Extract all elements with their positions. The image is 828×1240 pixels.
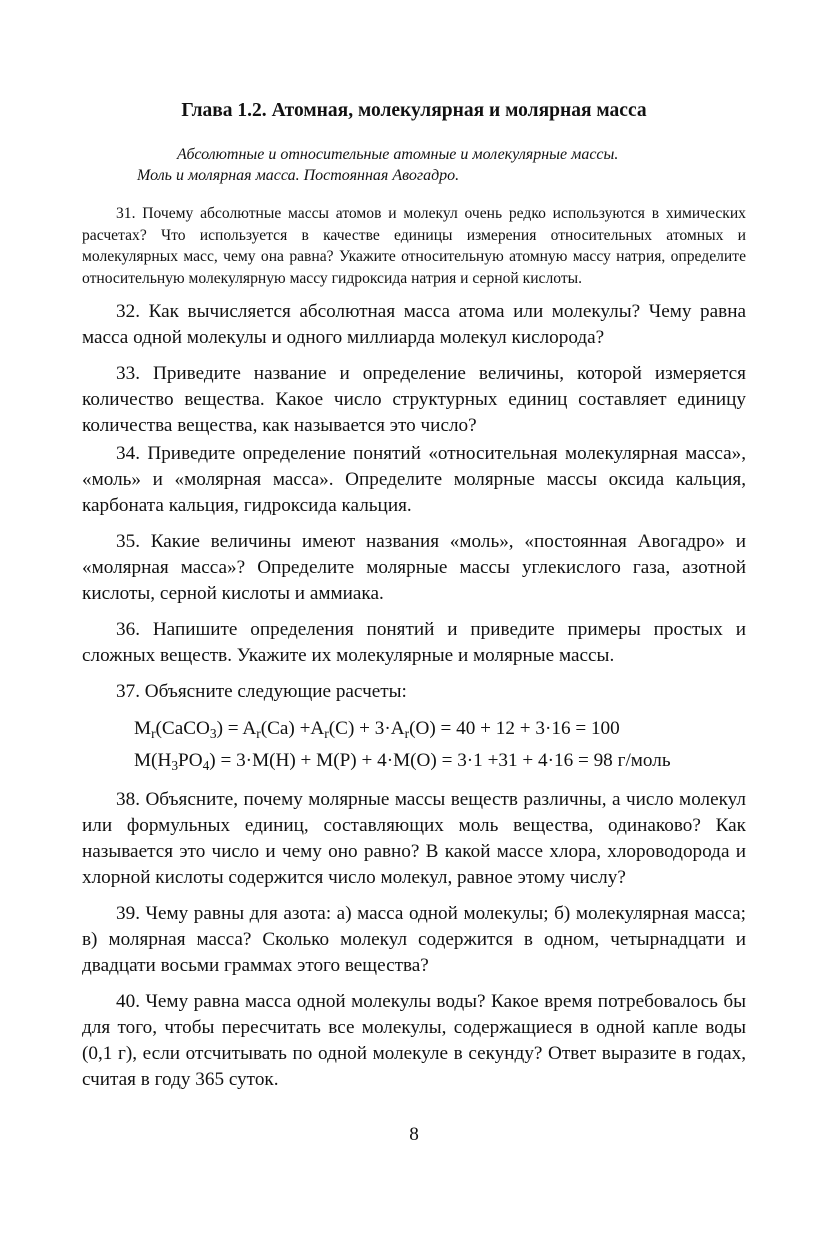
question-38	[82, 787, 746, 891]
question-34	[82, 441, 746, 519]
question-text: Какие величины имеют названия «моль», «постоянная Авогадро» и «молярная масса»? Определите молярные массы углекислого газа, азотной кислоты, серной кислоты и аммиака.	[82, 531, 746, 604]
question-number: 38.	[116, 789, 140, 810]
chapter-name: Атомная, молекулярная и молярная масса	[271, 100, 647, 121]
formula-subscript: r	[151, 726, 156, 742]
question-number: 31.	[116, 205, 136, 222]
question-32	[82, 299, 746, 351]
formula-part: (CaCO	[155, 718, 210, 739]
question-text: Приведите название и определение величины, которой измеряется количество вещества. Какое число структурных единиц составляет единицу количества вещества, как называется это число?	[82, 363, 747, 436]
question-text: Чему равна масса одной молекулы воды? Какое время потребовалось бы для того, чтобы пересчитать все молекулы, содержащиеся в одной капле воды (0,1 г), если отсчитывать по одной молекуле в секунду? Ответ выразите в годах, считая в году 365 суток.	[82, 991, 747, 1090]
question-40	[82, 989, 746, 1093]
formula-subscript: r	[324, 726, 329, 742]
chapter-subtitle	[82, 144, 746, 186]
question-36	[82, 617, 746, 669]
question-number: 40.	[116, 991, 140, 1012]
question-number: 39.	[116, 903, 140, 924]
chapter-number: Глава 1.2.	[181, 100, 267, 121]
formula-subscript: 3	[171, 758, 179, 774]
question-number: 36.	[116, 619, 140, 640]
question-number: 37.	[116, 681, 140, 702]
formula-subscript: r	[256, 726, 261, 742]
subtitle-line-1: Абсолютные и относительные атомные и молекулярные массы.	[177, 146, 619, 163]
question-text: Объясните, почему молярные массы веществ различны, а число молекул или формульных единиц, составляющих моль вещества, одинаково? Как называется это число и чему оно равно? В какой массе хлора, хлороводорода и хлорной кислоты содержится число молекул, равное этому числу?	[82, 789, 747, 888]
question-text: Напишите определения понятий и приведите примеры простых и сложных веществ. Укажите их молекулярные и молярные массы.	[82, 619, 747, 666]
question-37	[82, 679, 746, 705]
question-text: Как вычисляется абсолютная масса атома или молекулы? Чему равна масса одной молекулы и одного миллиарда молекул кислорода?	[82, 301, 746, 348]
question-35	[82, 529, 746, 607]
formula-subscript: r	[404, 726, 410, 742]
subtitle-line-2: Моль и молярная масса. Постоянная Авогадро.	[137, 167, 460, 184]
question-number: 33.	[116, 363, 140, 384]
question-number: 32.	[116, 301, 140, 322]
question-number: 34.	[116, 443, 140, 464]
formula-part: M(H	[134, 750, 172, 771]
formula-part: PO	[178, 750, 203, 771]
question-text: Объясните следующие расчеты:	[144, 681, 407, 702]
question-31	[82, 203, 746, 289]
question-text: Почему абсолютные массы атомов и молекул очень редко используются в химических расчетах? Что используется в качестве единицы измерения относительных атомных и молекулярных масс, чему она равна? Укажите относительную атомную массу натрия, определите относительную молекулярную массу гидроксида натрия и серной кислоты.	[82, 205, 746, 287]
formula-subscript: 3	[209, 726, 217, 742]
formula-part: (O) = 40 + 12 + 3·16 = 100	[409, 718, 620, 739]
page-number: 8	[409, 1124, 419, 1145]
formula-subscript: 4	[202, 758, 210, 774]
page-content	[82, 98, 746, 1093]
formula-part: ) = A	[216, 718, 257, 739]
question-text: Приведите определение понятий «относительная молекулярная масса», «моль» и «молярная масса». Определите молярные массы оксида кальция, карбоната кальция, гидроксида кальция.	[82, 443, 747, 516]
question-39	[82, 901, 746, 979]
question-33	[82, 361, 746, 439]
question-text: Чему равны для азота: а) масса одной молекулы; б) молекулярная масса; в) молярная масса? Сколько молекул содержится в одном, четырнадцати и двадцати восьми граммах этого вещества?	[82, 903, 746, 976]
calculation-formulas	[82, 713, 746, 777]
formula-part: ) = 3·M(H) + M(P) + 4·M(O) = 3·1 +31 + 4·16 = 98 г/моль	[209, 750, 671, 771]
formula-part: (C) + 3·A	[328, 718, 405, 739]
question-number: 35.	[116, 531, 140, 552]
formula-part: M	[134, 718, 152, 739]
chapter-title	[82, 98, 746, 124]
formula-part: (Ca) +A	[260, 718, 325, 739]
formula-caco3	[134, 713, 746, 745]
formula-h3po4	[134, 745, 746, 777]
